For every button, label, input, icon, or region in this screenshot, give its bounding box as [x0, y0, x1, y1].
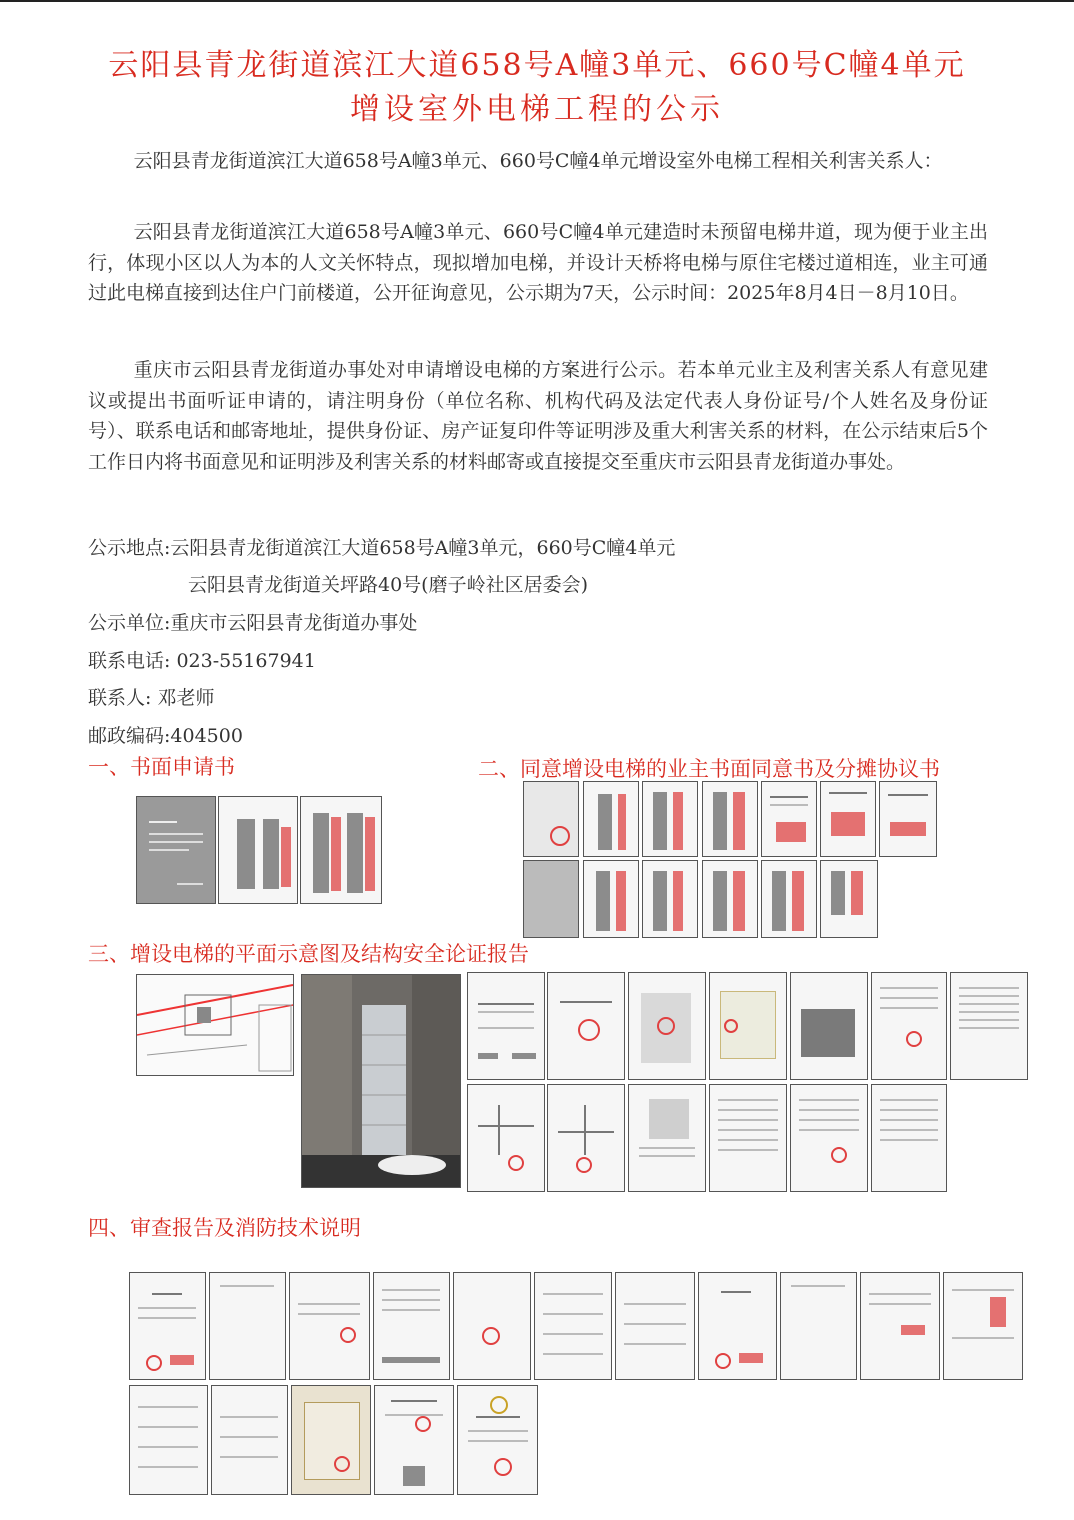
info-contact: 联系人: 邓老师 — [88, 687, 215, 709]
section-heading-3: 三、增设电梯的平面示意图及结构安全论证报告 — [88, 942, 529, 966]
paragraph-background: 云阳县青龙街道滨江大道658号A幢3单元、660号C幢4单元建造时未预留电梯井道，现为便于业主出行，体现小区以人为本的人文关怀特点，现拟增加电梯，并设计天桥将电梯与原住宅楼过道相连，业主可通过此电梯直接到达住户门前楼道，公开征询意见，公示期为7天，公示时间：2025年8月4日－8月10日。 — [88, 221, 988, 304]
report-text-page-thumbnail[interactable] — [790, 1084, 868, 1192]
section-heading-1: 一、书面申请书 — [88, 755, 235, 779]
cost-agreement-thumbnail[interactable] — [761, 860, 817, 938]
section-heading-2: 二、同意增设电梯的业主书面同意书及分摊协议书 — [478, 757, 940, 781]
owner-list-thumbnail[interactable] — [218, 796, 298, 904]
elevator-photo-thumbnail[interactable] — [301, 974, 461, 1188]
business-license-thumbnail[interactable] — [709, 972, 787, 1080]
business-license-thumbnail[interactable] — [291, 1385, 371, 1495]
fire-tech-doc-thumbnail[interactable] — [211, 1385, 288, 1495]
application-letter-thumbnail[interactable] — [136, 796, 216, 904]
review-report-thumbnail[interactable] — [943, 1272, 1023, 1380]
top-border — [0, 0, 1074, 2]
cost-agreement-thumbnail[interactable] — [642, 860, 698, 938]
owner-list-thumbnail-2[interactable] — [300, 796, 382, 904]
page-title-line2: 增设室外电梯工程的公示 — [350, 92, 724, 127]
cost-agreement-thumbnail[interactable] — [583, 860, 639, 938]
page-title-line1: 云阳县青龙街道滨江大道658号A幢3单元、660号C幢4单元 — [108, 48, 966, 83]
site-plan-drawing — [137, 975, 293, 1075]
paragraph-addressee: 云阳县青龙街道滨江大道658号A幢3单元、660号C幢4单元增设室外电梯工程相关利害关系人： — [133, 150, 943, 172]
safety-report-page-thumbnail[interactable] — [547, 972, 625, 1080]
consent-form-thumbnail[interactable] — [879, 781, 937, 857]
fire-qualification-certificate-thumbnail[interactable] — [457, 1385, 538, 1495]
safety-report-cover-thumbnail[interactable] — [467, 972, 545, 1080]
report-photo-page-thumbnail[interactable] — [790, 972, 868, 1080]
review-report-thumbnail[interactable] — [129, 1272, 206, 1380]
report-text-page-thumbnail[interactable] — [950, 972, 1028, 1080]
report-table-page-thumbnail[interactable] — [871, 972, 947, 1080]
review-report-thumbnail[interactable] — [373, 1272, 450, 1380]
section-heading-4: 四、审查报告及消防技术说明 — [88, 1216, 361, 1240]
info-postcode: 邮政编码:404500 — [88, 725, 243, 747]
qualification-certificate-thumbnail[interactable] — [374, 1385, 454, 1495]
paragraph-procedure: 重庆市云阳县青龙街道办事处对申请增设电梯的方案进行公示。若本单元业主及利害关系人有意见建议或提出书面听证申请的，请注明身份（单位名称、机构代码及法定代表人身份证号/个人姓名及身份证号）、联系电话和邮寄地址，提供身份证、房产证复印件等证明涉及重大利害关系的材料，在公示结束后5个工作日内将书面意见和证明涉及利害关系的材料邮寄或直接提交至重庆市云阳县青龙街道办事处。 — [88, 359, 988, 473]
review-report-thumbnail[interactable] — [615, 1272, 695, 1380]
review-report-thumbnail[interactable] — [860, 1272, 940, 1380]
consent-form-thumbnail[interactable] — [761, 781, 817, 857]
review-report-thumbnail[interactable] — [534, 1272, 612, 1380]
elevator-photo — [302, 975, 460, 1187]
cost-agreement-thumbnail[interactable] — [820, 860, 878, 938]
report-text-page-thumbnail[interactable] — [709, 1084, 787, 1192]
review-report-thumbnail[interactable] — [209, 1272, 286, 1380]
review-report-thumbnail[interactable] — [289, 1272, 370, 1380]
info-location-2: 云阳县青龙街道关坪路40号(磨子岭社区居委会) — [188, 574, 589, 596]
info-phone: 联系电话: 023-55167941 — [88, 650, 316, 672]
site-plan-thumbnail[interactable] — [136, 974, 294, 1076]
info-unit: 公示单位:重庆市云阳县青龙街道办事处 — [88, 612, 418, 634]
info-location-1: 公示地点:云阳县青龙街道滨江大道658号A幢3单元，660号C幢4单元 — [88, 537, 676, 559]
consent-form-thumbnail[interactable] — [642, 781, 698, 857]
certificate-thumbnail[interactable] — [628, 972, 706, 1080]
report-text-page-thumbnail[interactable] — [871, 1084, 947, 1192]
review-report-thumbnail[interactable] — [698, 1272, 777, 1380]
elevation-drawing-thumbnail[interactable] — [628, 1084, 706, 1192]
cost-agreement-thumbnail[interactable] — [523, 860, 579, 938]
consent-form-thumbnail[interactable] — [820, 781, 876, 857]
cost-agreement-thumbnail[interactable] — [702, 860, 758, 938]
structural-drawing-thumbnail[interactable] — [547, 1084, 625, 1192]
review-report-thumbnail[interactable] — [453, 1272, 531, 1380]
consent-form-thumbnail[interactable] — [523, 781, 579, 857]
consent-form-thumbnail[interactable] — [583, 781, 639, 857]
consent-form-thumbnail[interactable] — [702, 781, 758, 857]
review-report-thumbnail[interactable] — [780, 1272, 857, 1380]
structural-drawing-thumbnail[interactable] — [467, 1084, 545, 1192]
fire-tech-doc-thumbnail[interactable] — [129, 1385, 208, 1495]
